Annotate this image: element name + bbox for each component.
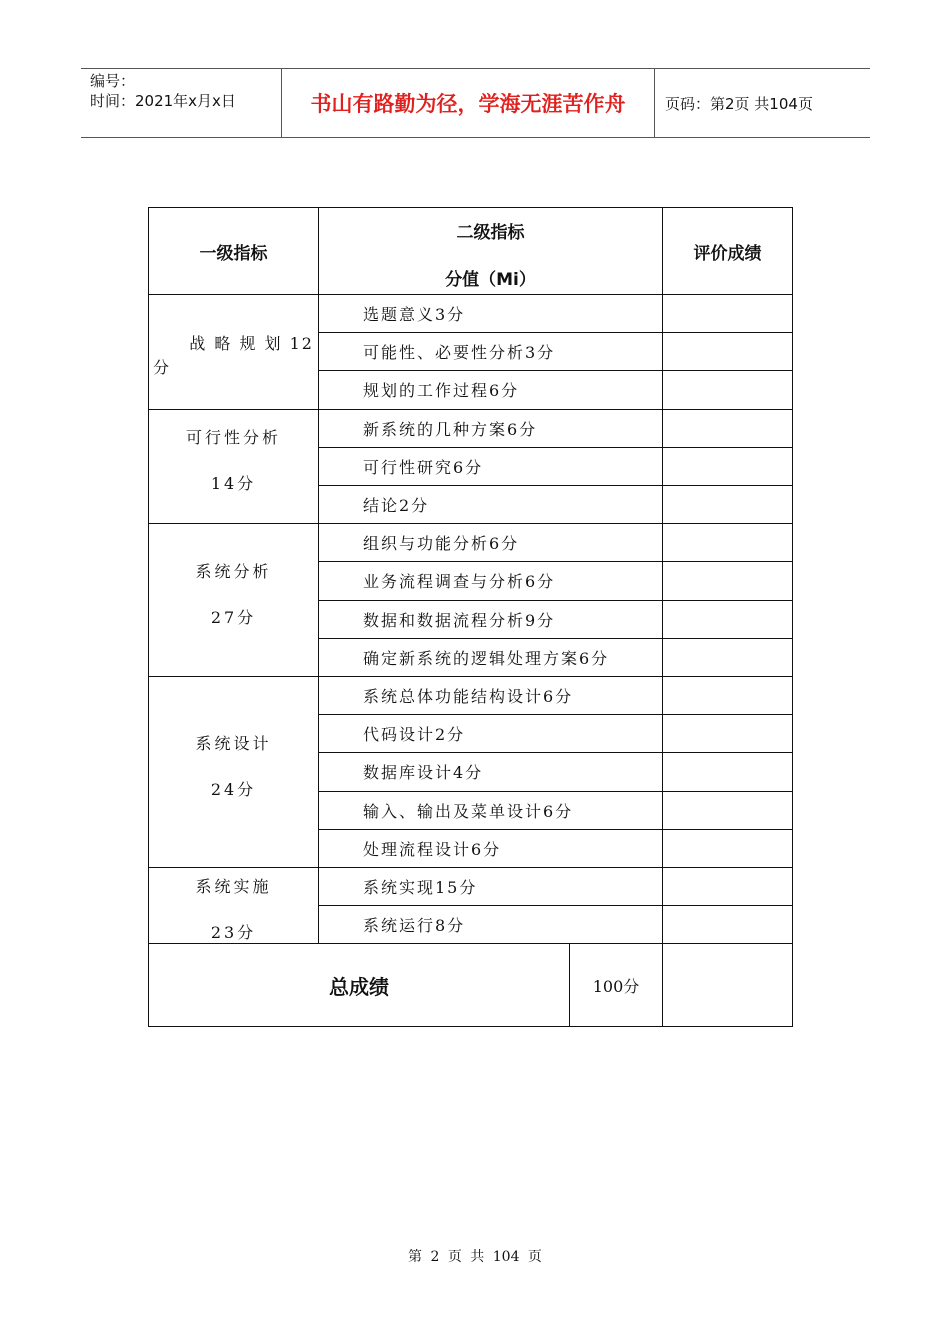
score-input-cell[interactable] — [662, 409, 793, 448]
header-meta — [81, 69, 282, 137]
evaluation-table — [148, 207, 792, 1028]
total-value-cell — [569, 943, 663, 1027]
category-name: 系统实施 — [195, 877, 272, 896]
category-cell — [148, 523, 319, 677]
category-name: 战 略 规 划 12 — [189, 334, 314, 353]
category-name: 可行性分析 — [185, 427, 281, 447]
score-input-cell[interactable] — [662, 447, 793, 486]
subitem-text: 规划的工作过程6分 — [363, 381, 520, 401]
col1-header: 一级指标 — [199, 243, 268, 264]
subitem-text: 组织与功能分析6分 — [363, 534, 520, 554]
category-cell — [148, 409, 319, 525]
subitem-text: 输入、输出及菜单设计6分 — [363, 801, 574, 821]
total-label: 总成绩 — [329, 974, 389, 999]
subitem-text: 选题意义3分 — [363, 305, 466, 325]
score-input-cell[interactable] — [662, 714, 793, 753]
score-input-cell[interactable] — [662, 905, 793, 944]
subitem-cell — [318, 791, 663, 830]
subitem-text: 确定新系统的逻辑处理方案6分 — [363, 648, 610, 668]
category-score: 27分 — [210, 607, 257, 627]
score-input-cell[interactable] — [662, 676, 793, 715]
subitem-text: 新系统的几种方案6分 — [363, 419, 538, 439]
category-score: 14分 — [210, 473, 257, 493]
header-motto: 书山有路勤为径，学海无涯苦作舟 — [282, 69, 655, 137]
number-label: 编号： — [90, 72, 136, 90]
subitem-cell — [318, 447, 663, 486]
score-input-cell[interactable] — [662, 332, 793, 371]
subitem-cell — [318, 409, 663, 448]
total-value: 100分 — [592, 976, 640, 996]
total-score-input-cell[interactable] — [662, 943, 793, 1027]
category-score: 分 — [153, 358, 173, 377]
subitem-text: 系统总体功能结构设计6分 — [363, 687, 574, 707]
subitem-cell — [318, 829, 663, 868]
page-header — [81, 68, 870, 138]
score-input-cell[interactable] — [662, 485, 793, 524]
score-input-cell[interactable] — [662, 600, 793, 639]
subitem-cell — [318, 370, 663, 409]
category-score: 24分 — [210, 779, 257, 799]
category-name: 系统设计 — [195, 733, 272, 753]
score-input-cell[interactable] — [662, 294, 793, 333]
score-input-cell[interactable] — [662, 638, 793, 677]
col3-header: 评价成绩 — [693, 243, 762, 264]
score-input-cell[interactable] — [662, 867, 793, 906]
score-input-cell[interactable] — [662, 752, 793, 791]
subitem-text: 系统运行8分 — [363, 916, 466, 936]
subitem-text: 系统实现15分 — [363, 878, 478, 898]
subitem-text: 处理流程设计6分 — [363, 839, 502, 859]
header-cell-level2 — [318, 207, 663, 295]
subitem-cell — [318, 332, 663, 371]
subitem-cell — [318, 485, 663, 524]
subitem-cell — [318, 752, 663, 791]
subitem-text: 可行性研究6分 — [363, 457, 484, 477]
subitem-cell — [318, 867, 663, 906]
subitem-cell — [318, 905, 663, 944]
subitem-cell — [318, 294, 663, 333]
category-cell — [148, 676, 319, 868]
subitem-text: 业务流程调查与分析6分 — [363, 572, 556, 592]
score-input-cell[interactable] — [662, 370, 793, 409]
header-cell-score — [662, 207, 793, 295]
category-cell — [148, 294, 319, 410]
subitem-cell — [318, 561, 663, 600]
score-input-cell[interactable] — [662, 523, 793, 562]
category-name: 系统分析 — [195, 561, 272, 581]
time-label: 时间：2021年x月x日 — [90, 92, 236, 110]
subitem-cell — [318, 638, 663, 677]
category-cell — [148, 867, 319, 944]
subitem-text: 结论2分 — [363, 496, 430, 516]
score-input-cell[interactable] — [662, 561, 793, 600]
subitem-text: 数据库设计4分 — [363, 763, 484, 783]
subitem-text: 可能性、必要性分析3分 — [363, 343, 556, 363]
header-page-info: 页码：第2页 共104页 — [665, 94, 813, 113]
col2-header-line2: 分值（Mi） — [445, 270, 536, 290]
subitem-text: 数据和数据流程分析9分 — [363, 610, 556, 630]
subitem-cell — [318, 714, 663, 753]
header-cell-level1 — [148, 207, 319, 295]
col2-header-line1: 二级指标 — [456, 223, 525, 243]
subitem-cell — [318, 523, 663, 562]
page-footer: 第 2 页 共 104 页 — [408, 1249, 542, 1265]
score-input-cell[interactable] — [662, 829, 793, 868]
subitem-cell — [318, 676, 663, 715]
total-label-cell — [148, 943, 570, 1027]
subitem-text: 代码设计2分 — [363, 725, 466, 745]
subitem-cell — [318, 600, 663, 639]
category-score: 23分 — [210, 923, 257, 942]
score-input-cell[interactable] — [662, 791, 793, 830]
